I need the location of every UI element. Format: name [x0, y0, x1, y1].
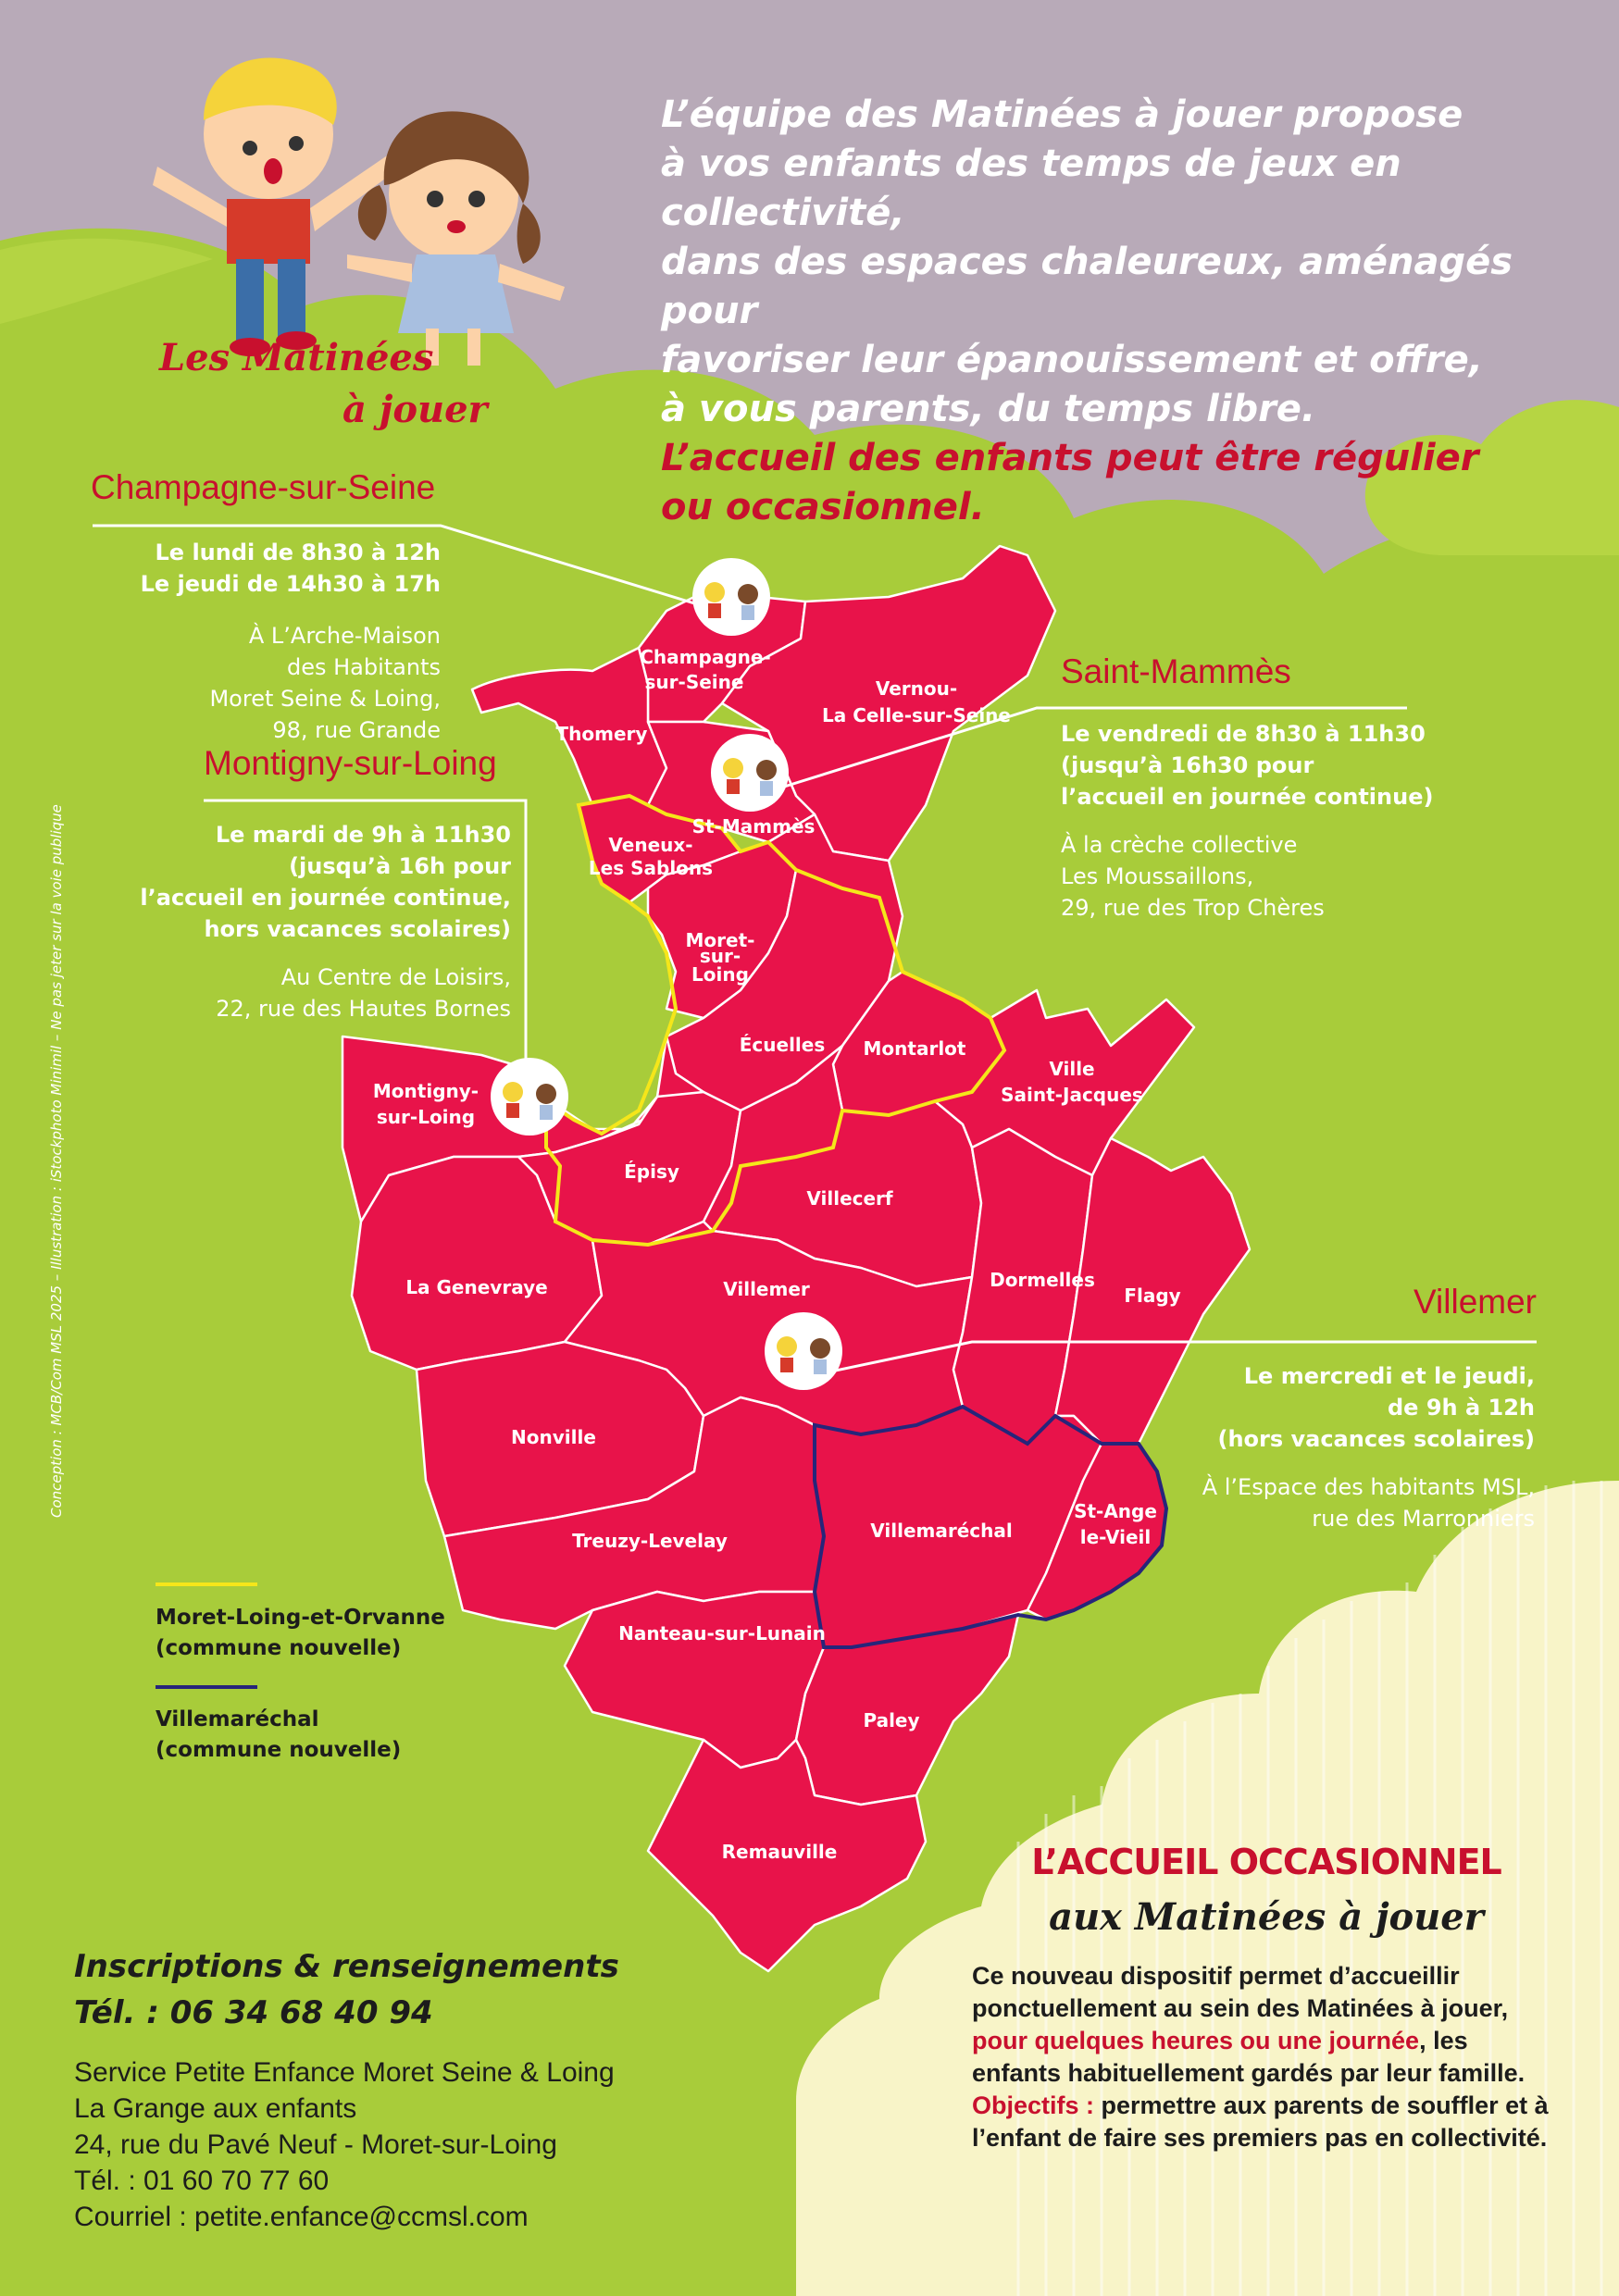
occasionnel-text: Ce nouveau dispositif permet d’accueillir ponctuellement au sein des Matinées à jouer, [972, 1962, 1509, 2022]
town-label: Loing [691, 963, 749, 986]
town-label: Veneux- [608, 834, 693, 856]
site-hours: Le mercredi et le jeudi, [1243, 1363, 1535, 1389]
intro-line: dans des espaces chaleureux, aménagés pour [661, 241, 1513, 332]
site-address: Au Centre de Loisirs, [280, 964, 511, 990]
town-label: St-Mammès [691, 815, 816, 838]
site-address: 22, rue des Hautes Bornes [216, 996, 511, 1022]
site-info-champagne [93, 537, 441, 746]
intro-line: à vous parents, du temps libre. [661, 388, 1316, 430]
site-hours: de 9h à 12h [1388, 1395, 1535, 1421]
occasionnel-text: permettre aux parents de souffler et à l’enfant de faire ses premiers pas en collectivité. [972, 2091, 1549, 2152]
site-marker-villemer [765, 1312, 842, 1390]
site-title-saint-mammes: Saint-Mammès [1061, 652, 1291, 690]
town-label: Ville [1049, 1058, 1095, 1080]
town-label: Écuelles [739, 1034, 826, 1056]
contact-line: 24, rue du Pavé Neuf - Moret-sur-Loing [74, 2129, 557, 2160]
site-marker-st-mammes [711, 734, 789, 812]
logo-line2: à jouer [342, 388, 488, 431]
town-label: Villemaréchal [870, 1520, 1013, 1542]
occasionnel-title-text: L’ACCUEIL OCCASIONNEL [1031, 1842, 1501, 1882]
occasionnel-highlight: pour quelques heures ou une journée [972, 2027, 1420, 2054]
contact-line: Tél. : 01 60 70 77 60 [74, 2166, 330, 2196]
town-label: Saint-Jacques [1001, 1084, 1143, 1106]
site-hours: Le jeudi de 14h30 à 17h [140, 571, 441, 597]
site-hours: Le vendredi de 8h30 à 11h30 [1061, 721, 1426, 747]
town-label: Villemer [723, 1278, 810, 1300]
town-label: Remauville [721, 1841, 838, 1863]
occasionnel-body [972, 1960, 1551, 2154]
site-hours: Le lundi de 8h30 à 12h [155, 540, 441, 565]
town-label: Flagy [1124, 1285, 1181, 1307]
commune-nanteau [565, 1592, 824, 1768]
logo-line1: Les Matinées [159, 336, 434, 379]
site-title-villemer: Villemer [1414, 1283, 1537, 1321]
site-hours: l’accueil en journée continue) [1061, 784, 1434, 810]
site-info-montigny [120, 819, 511, 1024]
contact-title: Inscriptions & renseignements [74, 1948, 619, 1985]
contact-block [74, 1943, 741, 2235]
site-title-champagne: Champagne-sur-Seine [91, 468, 436, 506]
site-address: À la crèche collective [1061, 832, 1298, 858]
intro-highlight-line: ou occasionnel. [661, 486, 985, 528]
intro-highlight-line: L’accueil des enfants peut être régulier [661, 437, 1479, 479]
intro-line: favoriser leur épanouissement et offre, [661, 339, 1483, 381]
contact-email[interactable]: Courriel : petite.enfance@ccmsl.com [74, 2202, 529, 2232]
town-label: sur-Loing [376, 1106, 476, 1128]
occasionnel-highlight: Objectifs : [972, 2091, 1095, 2119]
town-label: Les Sablons [588, 857, 714, 879]
site-info-villemer [1074, 1360, 1535, 1534]
site-address: À L’Arche-Maison [248, 623, 441, 649]
legend-label: (commune nouvelle) [156, 1738, 402, 1762]
site-hours: Le mardi de 9h à 11h30 [215, 822, 511, 848]
legend-label: Villemaréchal [156, 1707, 319, 1731]
site-address: rue des Marronniers [1312, 1506, 1535, 1532]
town-label: Vernou- [875, 677, 958, 700]
town-label: Thomery [555, 723, 648, 745]
town-label: le-Vieil [1079, 1526, 1152, 1548]
town-label: La Celle-sur-Seine [822, 704, 1011, 726]
legend-label: Moret-Loing-et-Orvanne [156, 1606, 445, 1630]
town-label: Nonville [511, 1426, 596, 1448]
occasionnel-subtitle: aux Matinées à jouer [1049, 1895, 1484, 1939]
town-label: sur-Seine [644, 671, 744, 693]
legend-villemarechal [156, 1705, 401, 1766]
site-title-montigny: Montigny-sur-Loing [204, 744, 497, 782]
town-label: Villecerf [806, 1187, 893, 1210]
site-info-saint-mammes [1061, 718, 1542, 924]
town-label: Paley [863, 1709, 920, 1731]
site-address: Les Moussaillons, [1061, 863, 1254, 889]
site-address: Moret Seine & Loing, [209, 686, 441, 712]
site-marker-montigny [491, 1058, 568, 1136]
town-label: Dormelles [990, 1269, 1095, 1291]
site-address: 29, rue des Trop Chères [1061, 895, 1325, 921]
legend-moret [156, 1603, 445, 1664]
site-hours: hors vacances scolaires) [204, 916, 511, 942]
contact-phone[interactable]: Tél. : 06 34 68 40 94 [74, 1994, 433, 2031]
site-marker-champagne [692, 558, 770, 636]
intro-line: à vos enfants des temps de jeux en collectivité, [661, 143, 1401, 234]
site-hours: (jusqu’à 16h pour [289, 853, 511, 879]
site-hours: (hors vacances scolaires) [1217, 1426, 1535, 1452]
site-address: des Habitants [286, 654, 441, 680]
town-label: Treuzy-Levelay [572, 1530, 728, 1552]
town-label: St-Ange [1074, 1500, 1157, 1522]
contact-line: La Grange aux enfants [74, 2093, 357, 2124]
town-label: Champagne- [640, 646, 771, 668]
site-address: 98, rue Grande [272, 717, 441, 743]
site-address: À l’Espace des habitants MSL, [1202, 1474, 1535, 1500]
occasionnel-text: , les enfants habituellement gardés par leur famille. [972, 2027, 1526, 2087]
town-label: Montarlot [863, 1037, 966, 1060]
site-hours: l’accueil en journée continue, [140, 885, 511, 911]
town-label: La Genevraye [405, 1276, 548, 1298]
intro-line: L’équipe des Matinées à jouer propose [661, 93, 1463, 136]
town-label: sur- [699, 945, 741, 967]
site-hours: (jusqu’à 16h30 pour [1061, 752, 1314, 778]
contact-line: Service Petite Enfance Moret Seine & Loing [74, 2057, 615, 2088]
legend-label: (commune nouvelle) [156, 1636, 402, 1660]
credit-text: Conception : MCB/Com MSL 2025 – Illustration : iStockphoto Minimil – Ne pas jeter sur la voie publique [48, 804, 65, 1518]
town-label: Moret- [685, 929, 755, 951]
town-label: Montigny- [372, 1080, 479, 1102]
town-label: Épisy [624, 1160, 679, 1183]
town-label: Nanteau-sur-Lunain [618, 1622, 826, 1644]
